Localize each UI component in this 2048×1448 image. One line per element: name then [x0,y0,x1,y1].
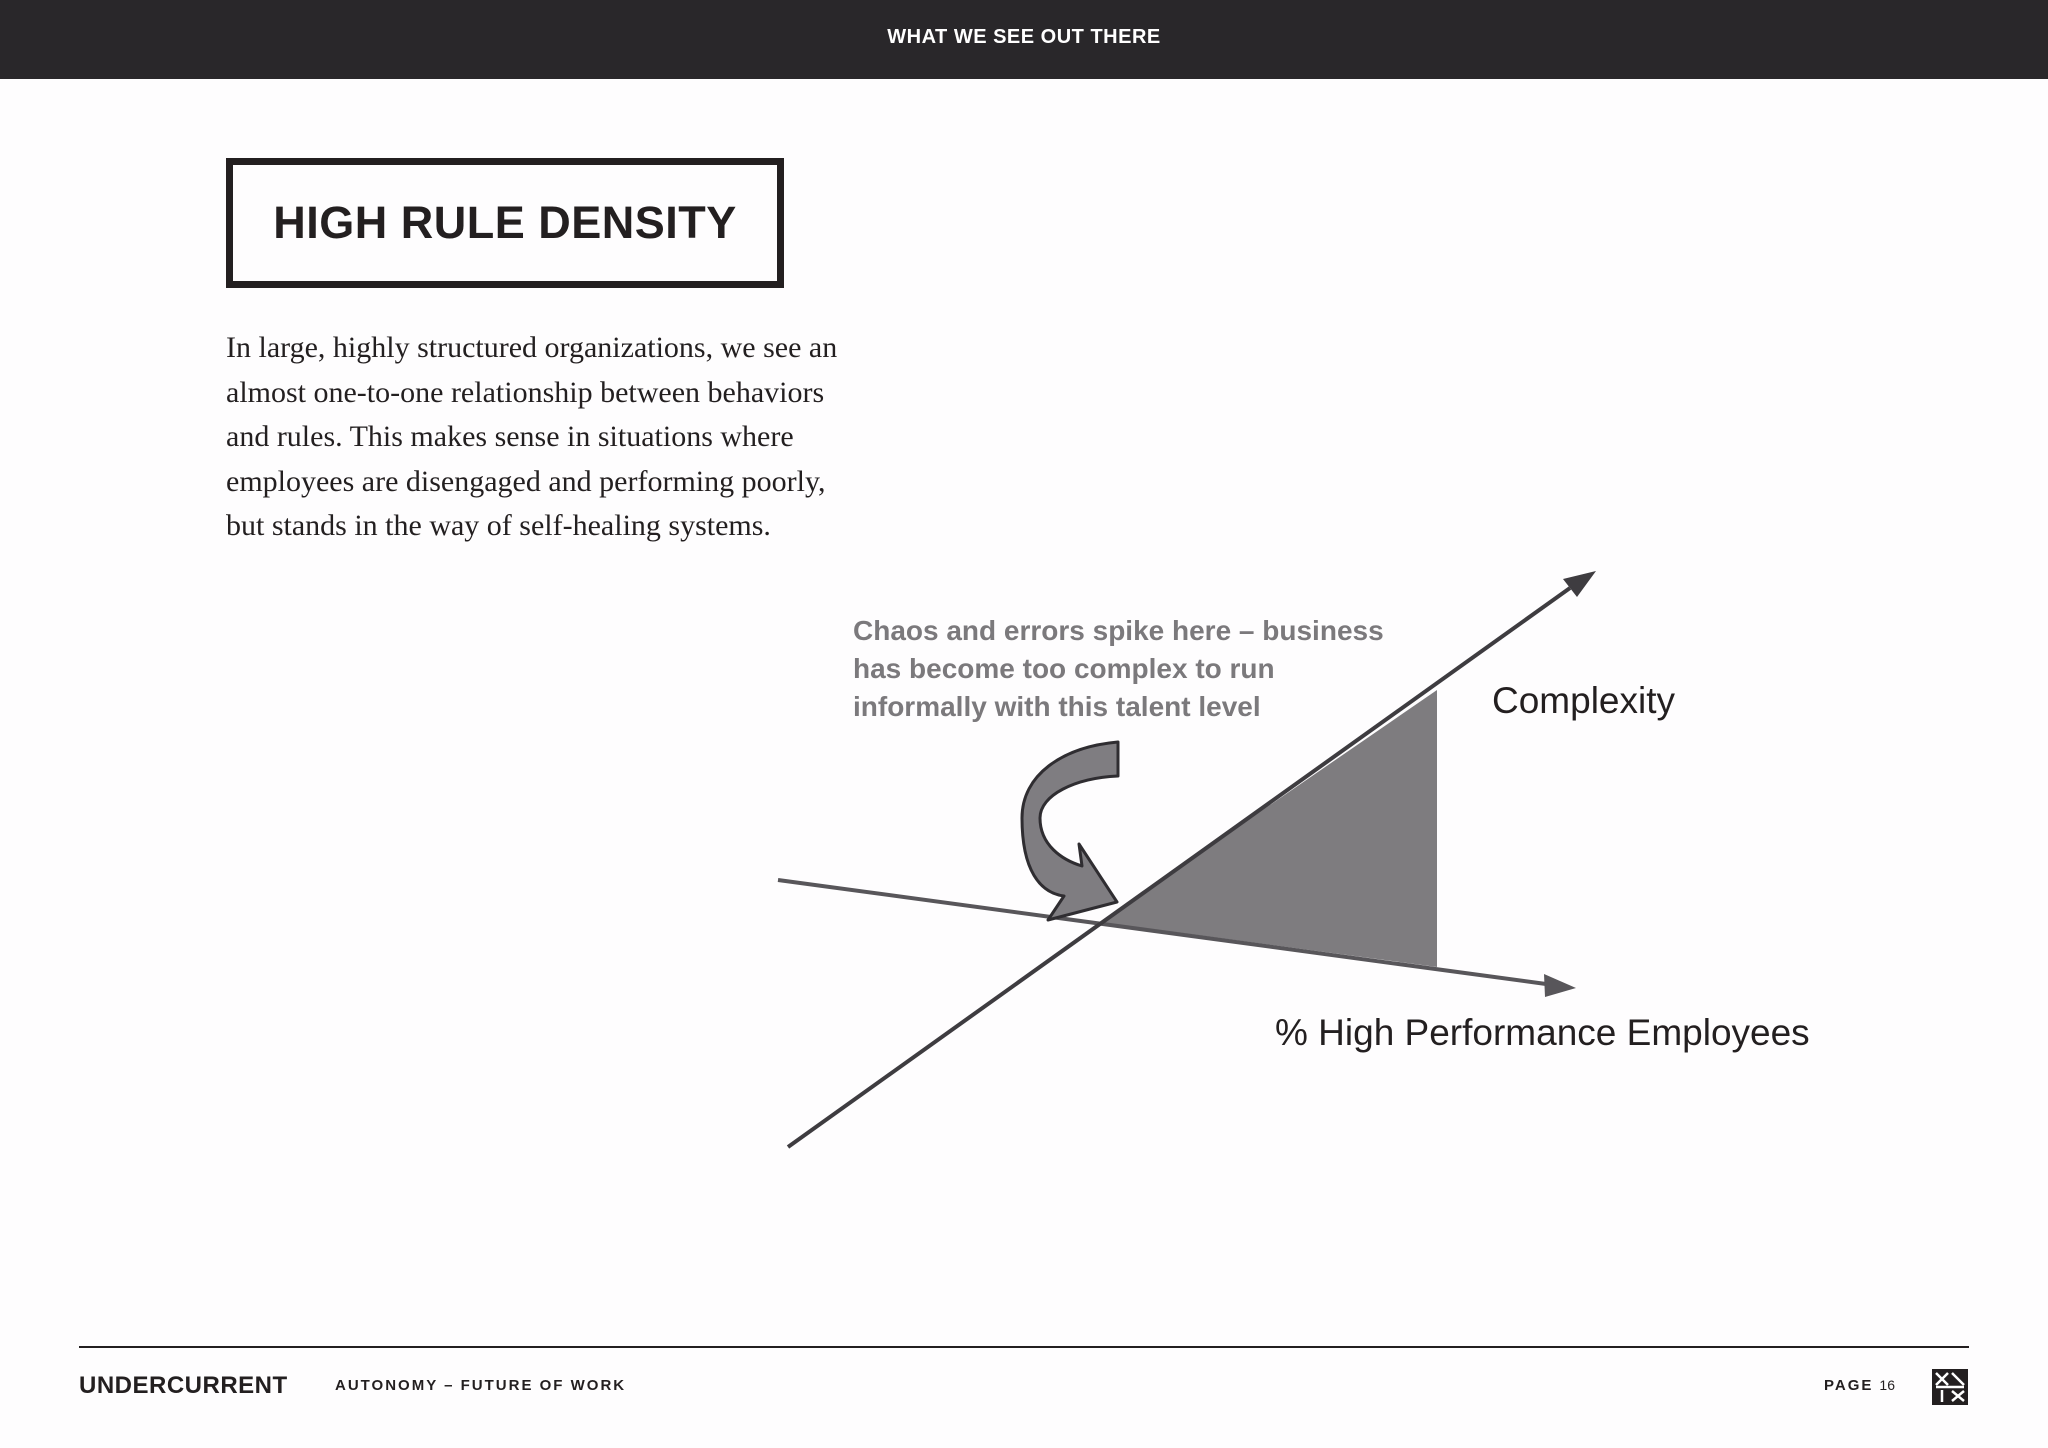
page-number: 16 [1879,1377,1895,1393]
intro-line: employees are disengaged and performing poorly, [226,464,826,498]
page-indicator [1824,1377,1895,1394]
callout-text [853,615,1391,722]
footer-brand: UNDERCURRENT [79,1372,288,1399]
footer-subtitle: AUTONOMY – FUTURE OF WORK [335,1377,627,1394]
intro-line: In large, highly structured organizations, we see an [226,331,838,364]
footer-divider [79,1346,1969,1348]
page-title: HIGH RULE DENSITY [273,197,737,248]
undercurrent-logo-icon [1932,1369,1968,1405]
intro-line: almost one-to-one relationship between behaviors [226,375,825,409]
callout-line: Chaos and errors spike here – business [853,615,1384,646]
curved-arrow-icon [1022,742,1118,920]
complexity-arrowhead [1563,571,1596,597]
callout-line: has become too complex to run [853,653,1275,684]
performance-arrowhead [1544,974,1576,997]
page-label: PAGE [1824,1377,1874,1394]
complexity-label: Complexity [1492,680,1675,721]
section-title: WHAT WE SEE OUT THERE [887,26,1161,48]
callout-line: informally with this talent level [853,691,1261,722]
intro-line: and rules. This makes sense in situations where [226,420,794,453]
chaos-zone [1100,690,1437,967]
intro-line: but stands in the way of self-healing systems. [226,509,771,542]
performance-label: % High Performance Employees [1275,1012,1810,1053]
